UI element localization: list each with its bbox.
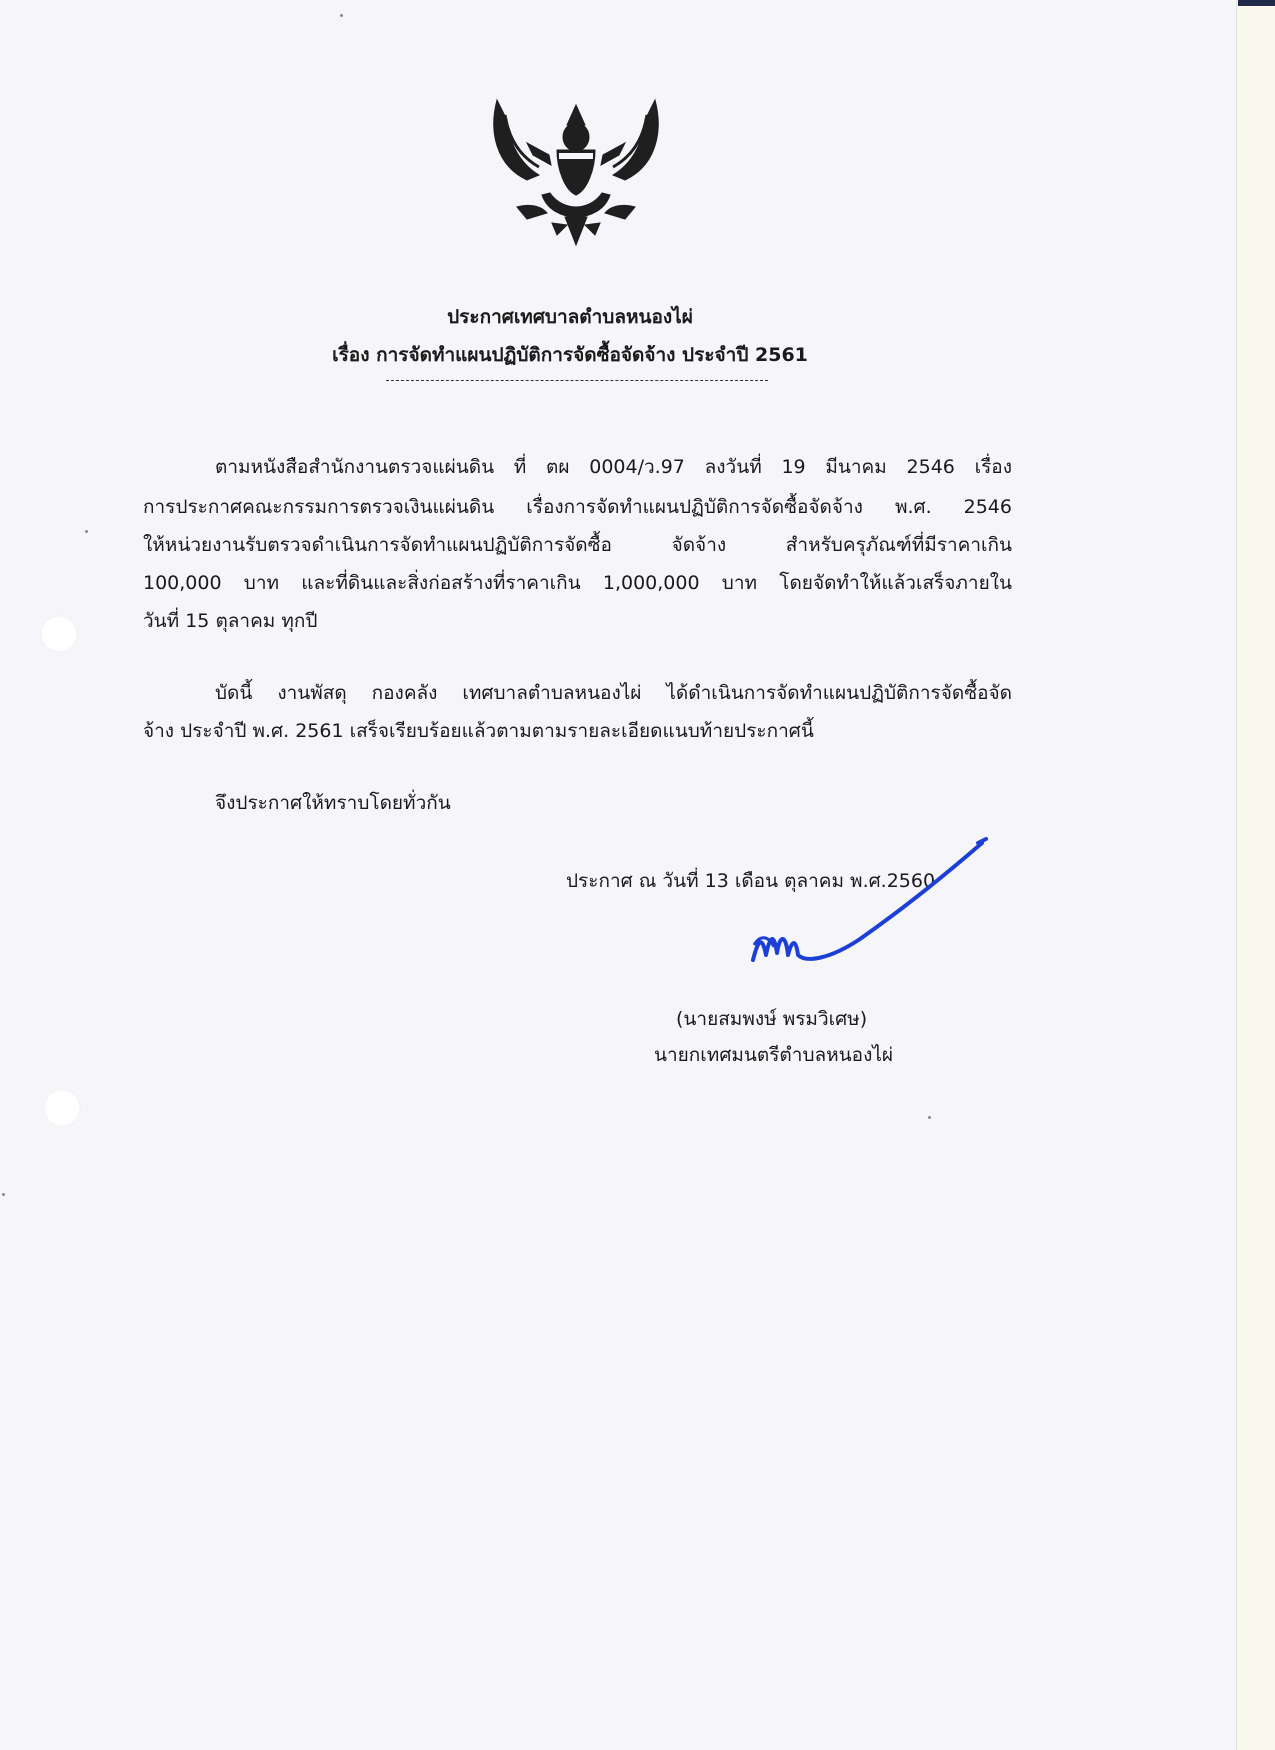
paragraph1-line: การประกาศคณะกรรมการตรวจเงินแผ่นดิน เรื่องการจัดทำแผนปฏิบัติการจัดซื้อจัดจ้าง พ.ศ. 2546 bbox=[143, 496, 1012, 518]
signer-title: นายกเทศมนตรีตำบลหนองไผ่ bbox=[654, 1044, 894, 1066]
scan-speck bbox=[85, 530, 88, 533]
announcement-subject: เรื่อง การจัดทำแผนปฏิบัติการจัดซื้อจัดจ้าง ประจำปี 2561 bbox=[332, 344, 808, 366]
closing-statement: จึงประกาศให้ทราบโดยทั่วกัน bbox=[215, 792, 451, 814]
scan-speck bbox=[2, 1193, 5, 1196]
garuda-emblem-icon bbox=[487, 95, 665, 247]
scan-speck bbox=[340, 14, 343, 17]
paragraph1-line: ให้หน่วยงานรับตรวจดำเนินการจัดทำแผนปฏิบัติการจัดซื้อ จัดจ้าง สำหรับครุภัณฑ์ที่มีราคาเกิน bbox=[143, 534, 1012, 556]
scan-speck bbox=[928, 1116, 931, 1119]
title-divider bbox=[386, 380, 768, 381]
paragraph1-line: ตามหนังสือสำนักงานตรวจแผ่นดิน ที่ ตผ 0004/ว.97 ลงวันที่ 19 มีนาคม 2546 เรื่อง bbox=[215, 456, 1012, 478]
handwritten-signature bbox=[740, 835, 990, 970]
punch-hole-bottom bbox=[43, 1089, 81, 1127]
paragraph2-line: จ้าง ประจำปี พ.ศ. 2561 เสร็จเรียบร้อยแล้วตามตามรายละเอียดแนบท้ายประกาศนี้ bbox=[143, 720, 814, 742]
announcement-org-title: ประกาศเทศบาลตำบลหนองไผ่ bbox=[447, 306, 693, 328]
paragraph2-line: บัดนี้ งานพัสดุ กองคลัง เทศบาลตำบลหนองไผ่ ได้ดำเนินการจัดทำแผนปฏิบัติการจัดซื้อจัด bbox=[215, 682, 1012, 704]
scan-corner-mark bbox=[1238, 0, 1275, 6]
scan-edge bbox=[1236, 0, 1275, 1750]
punch-hole-top bbox=[40, 615, 78, 653]
paragraph1-line: 100,000 บาท และที่ดินและสิ่งก่อสร้างที่ราคาเกิน 1,000,000 บาท โดยจัดทำให้แล้วเสร็จภายใน bbox=[143, 572, 1012, 594]
signer-name: (นายสมพงษ์ พรมวิเศษ) bbox=[676, 1008, 868, 1030]
paragraph1-line: วันที่ 15 ตุลาคม ทุกปี bbox=[143, 610, 318, 632]
announcement-date: ประกาศ ณ วันที่ 13 เดือน ตุลาคม พ.ศ.2560 bbox=[566, 870, 936, 892]
